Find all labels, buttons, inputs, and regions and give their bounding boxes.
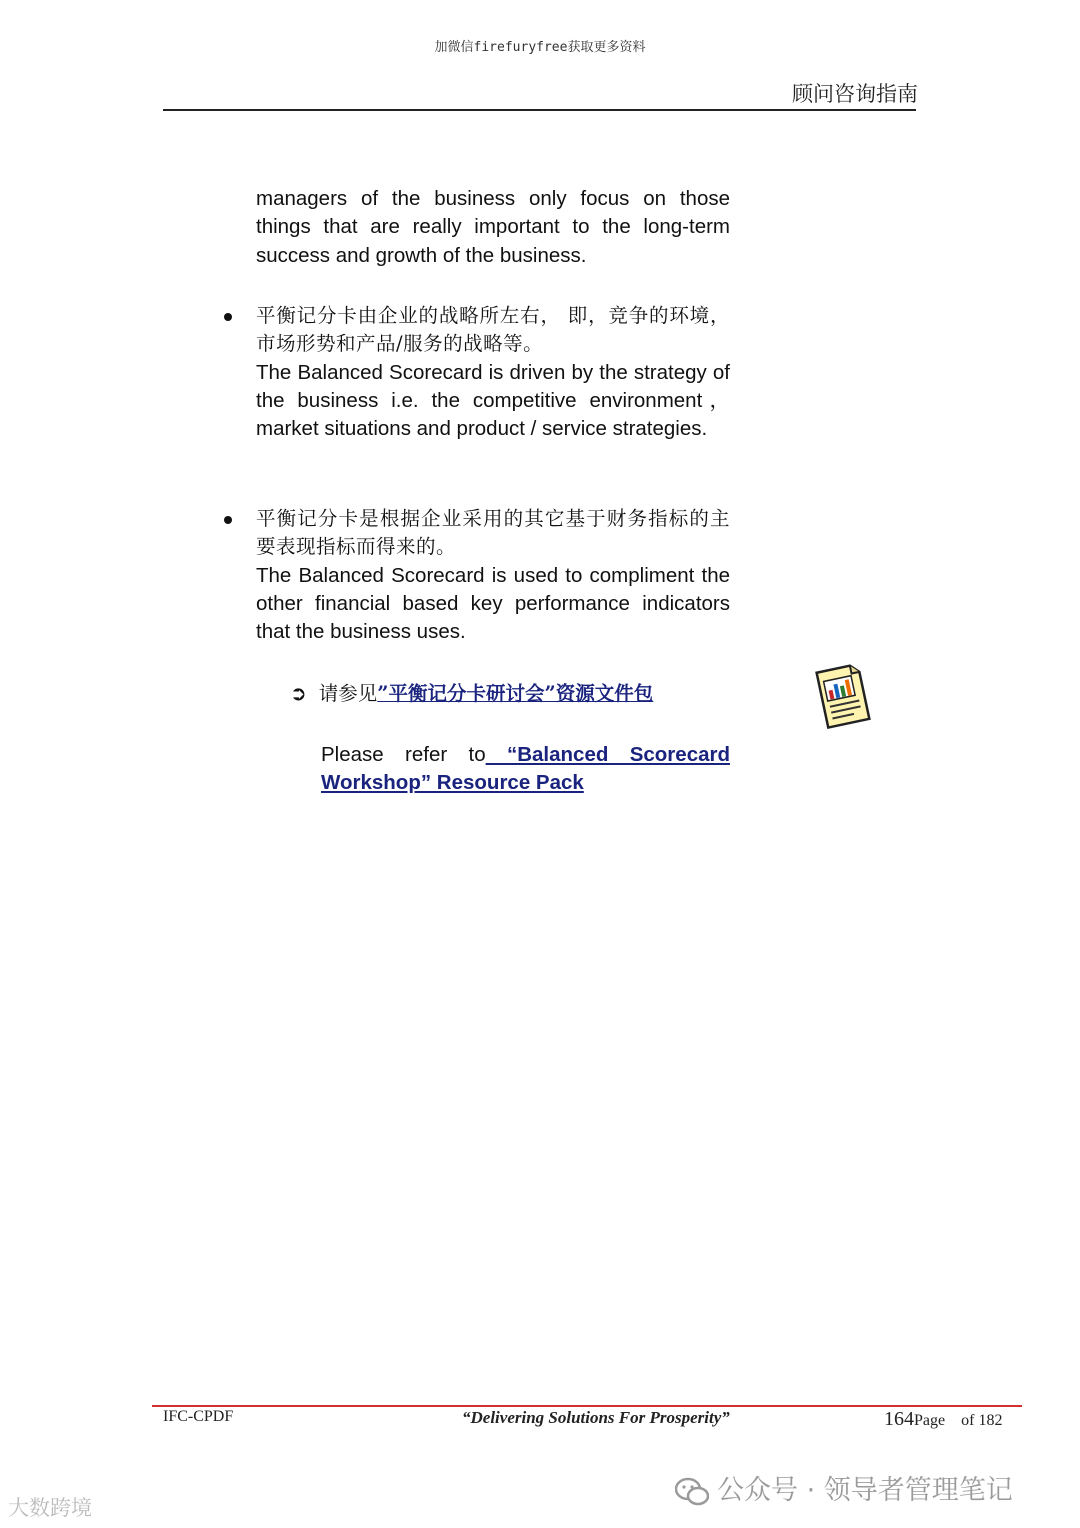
reference-en: [321, 741, 730, 798]
page-total: of 182: [961, 1412, 1003, 1429]
page-label: Page: [914, 1412, 946, 1429]
bullet-item: [256, 302, 730, 443]
footer-page-info: [884, 1408, 1002, 1431]
wechat-icon: [675, 1477, 709, 1507]
bullet-zh-text: 平衡记分卡是根据企业采用的其它基于财务指标的主要表现指标而得来的。: [256, 507, 730, 559]
document-chart-icon: [808, 660, 876, 732]
arrow-icon: ➲: [290, 681, 307, 705]
reference-zh-link[interactable]: ”平衡记分卡研讨会”资源文件包: [377, 682, 654, 705]
bullet-en-text: The Balanced Scorecard is used to compliment the other financial based key performance indicators that the business uses.: [256, 563, 730, 644]
reference-en-prefix: Please refer to: [321, 743, 486, 766]
footer-slogan: “Delivering Solutions For Prosperity”: [462, 1408, 730, 1427]
footer-rule: [152, 1405, 1022, 1407]
top-note: 加微信firefuryfree获取更多资料: [434, 40, 646, 55]
page-number: 164: [884, 1408, 914, 1430]
bullet-item: [256, 505, 730, 646]
reference-zh: [290, 678, 653, 706]
bullet-dot: [224, 313, 232, 321]
intro-paragraph: managers of the business only focus on those things that are really important to the long-term success and growth of the business.: [256, 187, 730, 267]
doc-title: 顾问咨询指南: [792, 82, 918, 106]
watermark-right: [675, 1468, 1013, 1507]
watermark-left: 大数跨境: [8, 1496, 92, 1520]
bullet-zh-text: 平衡记分卡由企业的战略所左右， 即，竞争的环境，市场形势和产品/服务的战略等。: [256, 304, 730, 356]
header-rule: [163, 109, 916, 111]
footer-left: IFC-CPDF: [163, 1408, 234, 1425]
bullet-dot: [224, 516, 232, 524]
reference-zh-prefix: 请参见: [318, 682, 378, 705]
watermark-right-text: 公众号 · 领导者管理笔记: [717, 1475, 1013, 1506]
reference-en-link[interactable]: “Balanced Scorecard Workshop” Resource Pack: [321, 743, 730, 795]
bullet-en-text: The Balanced Scorecard is driven by the strategy of the business i.e. the competitive environment， market situations and product / service strategies.: [256, 360, 730, 441]
